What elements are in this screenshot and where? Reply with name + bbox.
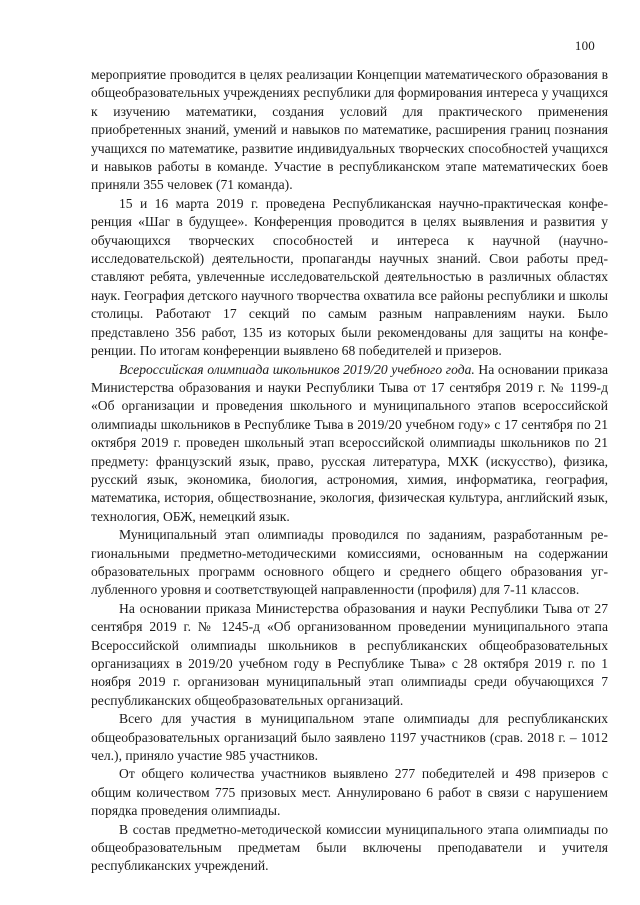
paragraph-conference: 15 и 16 марта 2019 г. проведена Республиканская научно-практическая конференция «Шаг в будущее». Конференция проводится в целях выявления и развития у обучающихся творческих способностей и интереса к научной (научно-исследовательской) деятельности, пропаганды научных знаний. Свои работы представляют ребята, увлеченные исследовательской деятельностью в различных областях наук. География детского научного творчества охватила все районы республики и школы столицы. Работают 17 секций по самым разным направлениям науки. Было представлено 356 работ, 135 из которых были рекомендованы для защиты на конференции. По итогам конференции выявлено 68 победителей и призеров. <box>91 195 608 359</box>
olympiad-heading: Всероссийская олимпиада школьников 2019/20 учебного года. <box>119 361 475 377</box>
paragraph-winners: От общего количества участников выявлено 277 победителей и 498 призеров с общим количеством 775 призовых мест. Аннулировано 6 работ в связи с нарушением порядка проведения олимпиады. <box>91 766 608 819</box>
page-number: 100 <box>574 38 595 53</box>
paragraph-municipal-stage-order: На основании приказа Министерства образования и науки Республики Тыва от 27 сентября 2019 г. № 1245-д «Об организованном проведении муниципального этапа Всероссийской олимпиады школьников в республиканских общеобразовательных организациях в 2019/20 учебном году в Республике Тыва» с 28 октября 2019 г. по 1 ноября 2019 г. организован муниципальный этап олимпиады среди обучающихся 7 республиканских общеобразовательных организаций. <box>91 600 608 708</box>
paragraph-municipal-stage-tasks: Муниципальный этап олимпиады проводился по заданиям, разработанным региональными предметно-методическими комиссиями, основанным на содержании образовательных программ основного общего и среднего общего образования углубленного уровня и соответствующей направленности (профиля) для 7-11 классов. <box>91 527 608 598</box>
paragraph-commission: В состав предметно-методической комиссии муниципального этапа олимпиады по общеобразовательным предметам были включены преподаватели и учителя республиканских учреждений. <box>91 821 608 874</box>
paragraph-math-battles: мероприятие проводится в целях реализации Концепции математического образования в общеобразовательных учреждениях республики для формирования интереса у учащихся к изучению математики, создания условий для практического применения приобретенных знаний, умений и навыков по математике, расширения границ познания учащихся по математике, развитие индивидуальных творческих способностей учащихся и навыков работы в команде. Участие в республиканском этапе математических боев приняли 355 человек (71 команда). <box>91 67 608 193</box>
paragraph-olympiad-school-stage <box>91 361 608 527</box>
paragraph-participants: Всего для участия в муниципальном этапе олимпиады для республиканских общеобразовательных организаций было заявлено 1197 участников (срав. 2018 г. – 1012 чел.), приняло участие 985 участников. <box>91 711 608 764</box>
document-body <box>91 66 608 876</box>
olympiad-school-stage-text: На основании приказа Министерства образования и науки Республики Тыва от 17 сентября 2019 г. № 1199-д «Об организации и проведения школьного и муниципального этапов всероссийской олимпиады школьников в Республике Тыва в 2019/20 учебном году» с 17 сентября по 21 октября 2019 г. проведен школьный этап всероссийской олимпиады школьников по 21 предмету: французский язык, право, русская литература, МХК (искусство), физика, русский язык, экономика, биология, астрономия, химия, информатика, география, математика, история, обществознание, экология, физическая культура, английский язык, технология, ОБЖ, немецкий язык. <box>91 361 608 524</box>
